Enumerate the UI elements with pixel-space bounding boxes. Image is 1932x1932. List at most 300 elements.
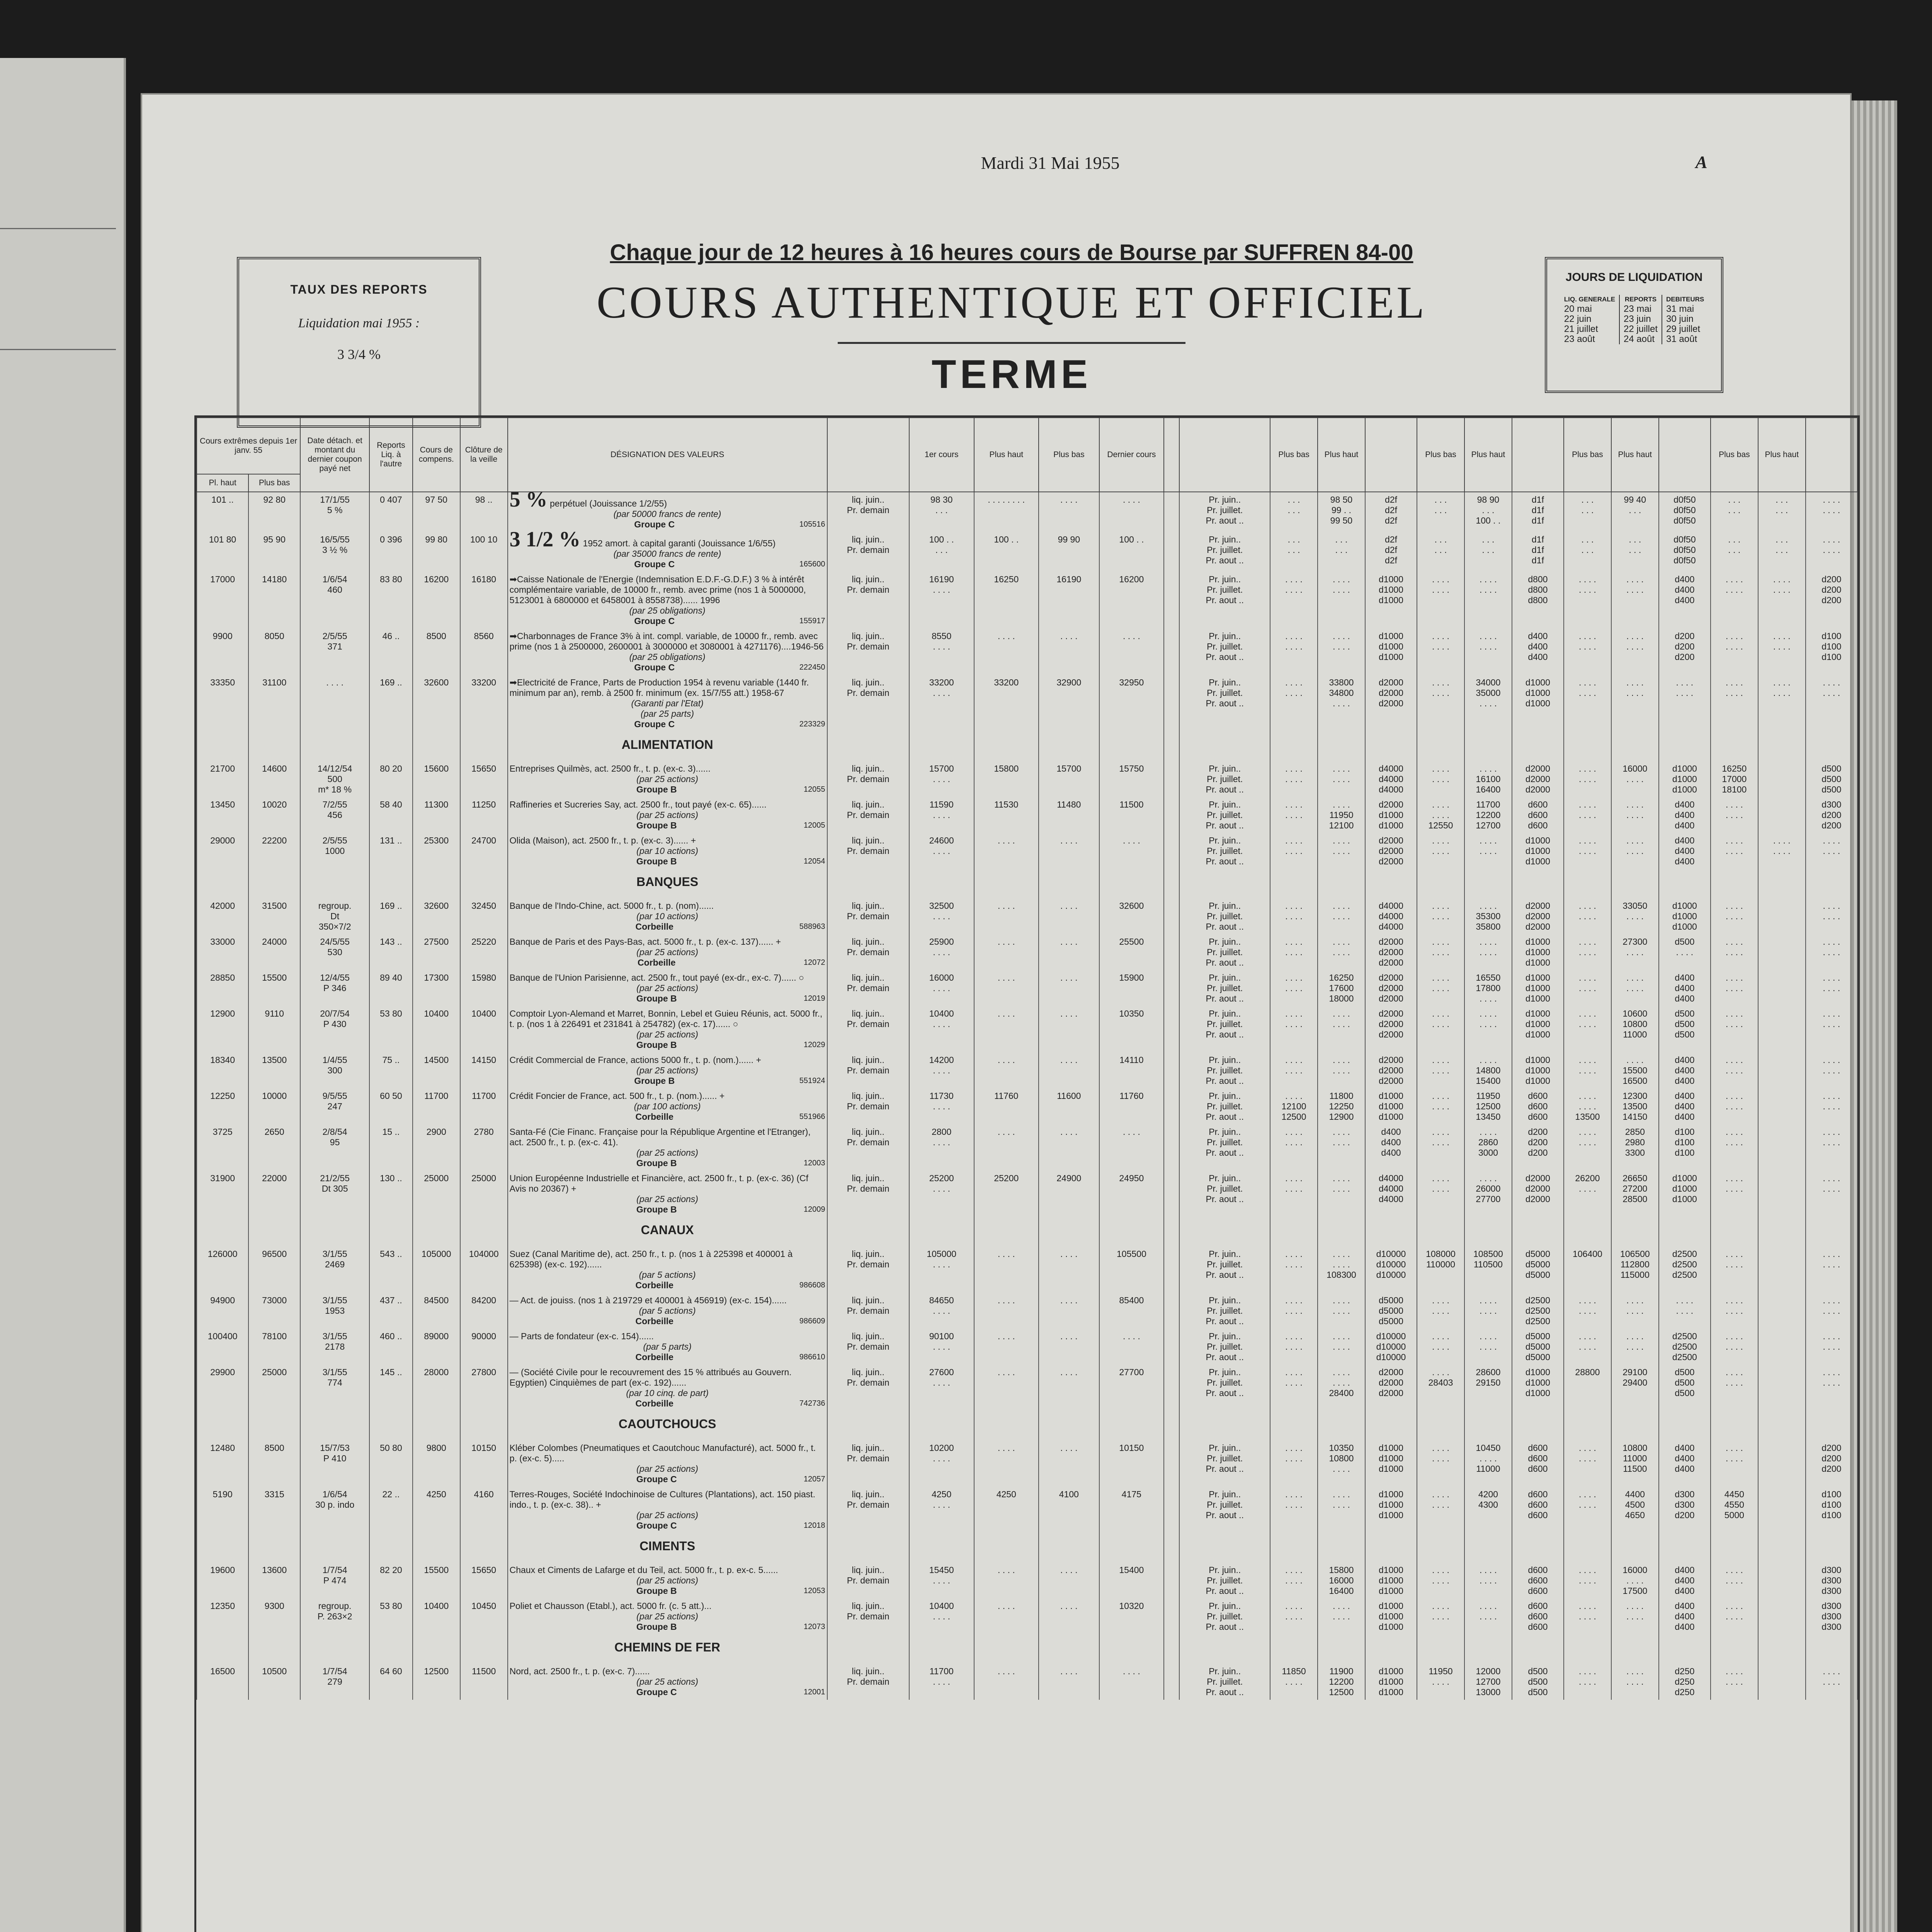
- value-cell-liq: liq. juin.. Pr. demain: [827, 1329, 909, 1365]
- section-title-terme: TERME: [932, 352, 1092, 397]
- value-cell-comp: 99 80: [413, 532, 460, 572]
- value-cell-a2: 10350 10800 . . . .: [1318, 1440, 1365, 1487]
- section-heading: CAOUTCHOUCS: [618, 1417, 716, 1431]
- value-cell-a1: . . . . . . . .: [1270, 1006, 1318, 1053]
- col-s4-plus-bas: Plus bas: [1711, 418, 1758, 492]
- value-cell-d1: . . . . . . . .: [1711, 1088, 1758, 1124]
- value-cell-pb: 8050: [248, 629, 300, 675]
- security-name: perpétuel (Jouissance 1/2/55): [549, 498, 667, 509]
- value-cell-b1: 108000 110000: [1417, 1247, 1464, 1293]
- col-s1-rep: [1365, 418, 1417, 492]
- table-cell: [1512, 1411, 1564, 1440]
- security-code: 12073: [803, 1622, 825, 1631]
- security-name: — Parts de fondateur (ex-c. 154)......: [509, 1331, 654, 1341]
- value-cell-liq: liq. juin.. Pr. demain: [827, 1247, 909, 1293]
- security-group: Corbeille: [635, 1316, 673, 1326]
- table-cell: [197, 1634, 248, 1664]
- value-cell-pb2: . . . .: [1039, 898, 1099, 934]
- value-cell-pb: 2650: [248, 1124, 300, 1171]
- value-cell-clot: 4160: [460, 1487, 508, 1533]
- value-cell-comp: 84500: [413, 1293, 460, 1329]
- value-cell-a1: . . . . . . . .: [1270, 1247, 1318, 1293]
- value-cell-rep: 143 ..: [369, 934, 413, 970]
- value-cell-b2: . . . . . . . .: [1464, 572, 1512, 629]
- security-group: Corbeille: [635, 1280, 673, 1290]
- security-lot: (par 35000 francs de rente): [613, 549, 721, 559]
- value-cell-clot: 11700: [460, 1088, 508, 1124]
- value-cell-rep: 22 ..: [369, 1487, 413, 1533]
- value-cell-coupon: 1/7/54 279: [300, 1664, 369, 1700]
- value-cell-b3: d500 d500 d500: [1512, 1664, 1564, 1700]
- value-cell-ph2: . . . .: [974, 1599, 1039, 1634]
- table-cell: [1179, 1217, 1270, 1247]
- table-cell: [827, 1634, 909, 1664]
- table-row: [197, 1563, 1857, 1599]
- value-cell-clot: 11500: [460, 1664, 508, 1700]
- value-cell-b2: 98 90 . . . 100 . .: [1464, 492, 1512, 532]
- table-cell: [1039, 732, 1099, 761]
- value-cell-d1: . . . . . . . .: [1711, 1563, 1758, 1599]
- security-lot: (par 25 actions): [636, 1677, 698, 1687]
- value-cell-b3: d1000 d1000 d1000: [1512, 970, 1564, 1006]
- liquidation-box-title: JOURS DE LIQUIDATION: [1565, 271, 1703, 284]
- value-cell-a2: . . . . . . . .: [1318, 629, 1365, 675]
- section-heading: CIMENTS: [639, 1539, 696, 1553]
- security-code: 105516: [799, 520, 825, 529]
- security-code: 12003: [803, 1159, 825, 1167]
- value-cell-b3: d1000 d1000 d1000: [1512, 1365, 1564, 1411]
- table-cell: [1758, 1217, 1806, 1247]
- value-cell-liq: liq. juin.. Pr. demain: [827, 532, 909, 572]
- security-name: Nord, act. 2500 fr., t. p. (ex-c. 7)......: [509, 1666, 650, 1676]
- document-page: [142, 95, 1850, 1932]
- value-cell-ph2: . . . .: [974, 1006, 1039, 1053]
- value-cell-d2: [1758, 1006, 1806, 1053]
- table-cell: [827, 732, 909, 761]
- value-cell-c1b: . . . . . . . . 13500: [1564, 1088, 1611, 1124]
- value-cell-c1: 10200 . . . .: [909, 1440, 974, 1487]
- value-cell-b1: . . . . . . . .: [1417, 1006, 1464, 1053]
- value-cell-pb2: . . . .: [1039, 1664, 1099, 1700]
- value-cell-clot: 32450: [460, 898, 508, 934]
- value-cell-d2: [1758, 1563, 1806, 1599]
- security-code: 223329: [799, 720, 825, 728]
- table-row: [197, 1053, 1857, 1088]
- value-cell-b3: d2500 d2500 d2500: [1512, 1293, 1564, 1329]
- value-cell-d3: . . . . . . . .: [1806, 970, 1857, 1006]
- table-cell: [248, 732, 300, 761]
- value-cell-c1b: . . . . . . . .: [1564, 1124, 1611, 1171]
- security-group: Groupe C: [634, 662, 675, 672]
- liquidation-cell: 21 juillet: [1560, 324, 1619, 334]
- value-cell-c3b: d500 d500 d500: [1659, 1365, 1711, 1411]
- table-cell: [1611, 869, 1659, 898]
- security-code: 165600: [799, 560, 825, 568]
- table-cell: [508, 1217, 827, 1247]
- value-cell-dern: 14110: [1099, 1053, 1164, 1088]
- value-cell-clot: 33200: [460, 675, 508, 732]
- designation-cell: [508, 488, 827, 532]
- value-cell-a2: . . . . . .: [1318, 532, 1365, 572]
- value-cell-liq: liq. juin.. Pr. demain: [827, 1365, 909, 1411]
- value-cell-pb: 22000: [248, 1171, 300, 1217]
- value-cell-b2: 11950 12500 13450: [1464, 1088, 1512, 1124]
- value-cell-d2: [1758, 797, 1806, 833]
- value-cell-d1: 16250 17000 18100: [1711, 761, 1758, 797]
- value-cell-d3: . . . . . . . .: [1806, 1293, 1857, 1329]
- value-cell-clot: 10400: [460, 1006, 508, 1053]
- value-cell-rep: 145 ..: [369, 1365, 413, 1411]
- value-cell-c1b: . . . . . . . .: [1564, 833, 1611, 869]
- security-group: Groupe B: [636, 1204, 677, 1214]
- security-name: — Act. de jouiss. (nos 1 à 219729 et 400001 à 456919) (ex-c. 154)......: [509, 1295, 787, 1305]
- value-cell-coupon: 1/4/55 300: [300, 1053, 369, 1088]
- value-cell-a1: . . . . . . . .: [1270, 1053, 1318, 1088]
- value-cell-a2: . . . . . . . .: [1318, 1599, 1365, 1634]
- value-cell-a1: . . . . . . . .: [1270, 1599, 1318, 1634]
- value-cell-terms: Pr. juin.. Pr. juillet. Pr. aout ..: [1179, 1088, 1270, 1124]
- value-cell-a1: . . . . . . . .: [1270, 934, 1318, 970]
- value-cell-c2b: 99 40 . . .: [1611, 492, 1659, 532]
- table-cell: [1365, 1217, 1417, 1247]
- value-cell-dern: 32950: [1099, 675, 1164, 732]
- col-s2-plus-bas: Plus bas: [1417, 418, 1464, 492]
- quotations-table: [196, 417, 1858, 1700]
- value-cell-ph: 16500: [197, 1664, 248, 1700]
- col-plus-haut: Plus haut: [974, 418, 1039, 492]
- security-lot: (Garanti par l'Etat) (par 25 parts): [631, 698, 704, 719]
- value-cell-c2b: . . . . . . . .: [1611, 1599, 1659, 1634]
- table-cell: [1365, 732, 1417, 761]
- liquidation-col-header: REPORTS: [1619, 295, 1662, 304]
- value-cell-d3: d200 d200 d200: [1806, 1440, 1857, 1487]
- value-cell-b1: 11950 . . . .: [1417, 1664, 1464, 1700]
- value-cell-c1: 10400 . . . .: [909, 1006, 974, 1053]
- table-row: [197, 1487, 1857, 1533]
- value-cell-liq: liq. juin.. Pr. demain: [827, 572, 909, 629]
- value-cell-c1: 16190 . . . .: [909, 572, 974, 629]
- table-cell: [909, 1411, 974, 1440]
- value-cell-b2: . . . . 35300 35800: [1464, 898, 1512, 934]
- table-cell: [1270, 1217, 1318, 1247]
- value-cell-c3b: d400 d400 d400: [1659, 572, 1711, 629]
- value-cell-dern: . . . .: [1099, 492, 1164, 532]
- value-cell-pb: 9300: [248, 1599, 300, 1634]
- value-cell-b1: . . . . . . . .: [1417, 1293, 1464, 1329]
- designation-cell: [508, 970, 827, 1006]
- value-cell-clot: 2780: [460, 1124, 508, 1171]
- table-cell: [1164, 732, 1179, 761]
- value-cell-pb: 14180: [248, 572, 300, 629]
- value-cell-ph2: . . . .: [974, 934, 1039, 970]
- value-cell-liq: liq. juin.. Pr. demain: [827, 898, 909, 934]
- value-cell-rep: 58 40: [369, 797, 413, 833]
- liquidation-col-header: DEBITEURS: [1666, 296, 1704, 303]
- value-cell-d1: . . . . . . . .: [1711, 1247, 1758, 1293]
- value-cell-comp: 105000: [413, 1247, 460, 1293]
- value-cell-d3: . . . . . . . .: [1806, 1365, 1857, 1411]
- table-row: [197, 934, 1857, 970]
- value-cell-rep: 169 ..: [369, 898, 413, 934]
- table-cell: [1164, 1217, 1179, 1247]
- value-cell-c1b: . . . . . . . .: [1564, 1293, 1611, 1329]
- value-cell-clot: 104000: [460, 1247, 508, 1293]
- value-cell-rep: 131 ..: [369, 833, 413, 869]
- gap-cell: [1164, 1563, 1179, 1599]
- value-cell-ph2: 15800: [974, 761, 1039, 797]
- security-rate: 3 1/2 %: [509, 527, 581, 551]
- value-cell-clot: 10450: [460, 1599, 508, 1634]
- value-cell-b1: . . . . . .: [1417, 532, 1464, 572]
- table-row: [197, 675, 1857, 732]
- value-cell-ph2: 16250: [974, 572, 1039, 629]
- value-cell-b2: 10450 . . . . 11000: [1464, 1440, 1512, 1487]
- value-cell-terms: Pr. juin.. Pr. juillet. Pr. aout ..: [1179, 629, 1270, 675]
- value-cell-coupon: . . . .: [300, 675, 369, 732]
- value-cell-b1: . . . . . . . .: [1417, 675, 1464, 732]
- value-cell-a3: d2f d2f d2f: [1365, 492, 1417, 532]
- value-cell-ph2: . . . .: [974, 1664, 1039, 1700]
- value-cell-rep: 130 ..: [369, 1171, 413, 1217]
- value-cell-clot: 14150: [460, 1053, 508, 1088]
- section-row: [197, 732, 1857, 761]
- table-cell: [1512, 1533, 1564, 1563]
- value-cell-c1b: . . . . . . . .: [1564, 1487, 1611, 1533]
- value-cell-ph: 42000: [197, 898, 248, 934]
- value-cell-dern: 25500: [1099, 934, 1164, 970]
- value-cell-comp: 11700: [413, 1088, 460, 1124]
- value-cell-b3: d2000 d2000 d2000: [1512, 898, 1564, 934]
- value-cell-b1: . . . . . . . .: [1417, 1329, 1464, 1365]
- value-cell-terms: Pr. juin.. Pr. juillet. Pr. aout ..: [1179, 1124, 1270, 1171]
- value-cell-ph2: . . . .: [974, 898, 1039, 934]
- value-cell-liq: liq. juin.. Pr. demain: [827, 1664, 909, 1700]
- col-designation: DÉSIGNATION DES VALEURS: [508, 418, 827, 492]
- table-cell: [909, 732, 974, 761]
- security-code: 986610: [799, 1353, 825, 1361]
- table-cell: [1758, 1634, 1806, 1664]
- value-cell-c1: 84650 . . . .: [909, 1293, 974, 1329]
- value-cell-pb: 9110: [248, 1006, 300, 1053]
- value-cell-c2b: . . . . . . . .: [1611, 970, 1659, 1006]
- security-name: Crédit Foncier de France, act. 500 fr., t. p. (nom.)...... +: [509, 1091, 725, 1101]
- table-cell: [1711, 1533, 1758, 1563]
- value-cell-a2: . . . . . . . .: [1318, 1171, 1365, 1217]
- value-cell-pb2: . . . .: [1039, 1440, 1099, 1487]
- table-cell: [1806, 869, 1857, 898]
- value-cell-rep: 53 80: [369, 1599, 413, 1634]
- value-cell-d3: . . . . . . . .: [1806, 532, 1857, 572]
- value-cell-c1: 10400 . . . .: [909, 1599, 974, 1634]
- value-cell-liq: liq. juin.. Pr. demain: [827, 629, 909, 675]
- table-cell: [197, 1533, 248, 1563]
- value-cell-c3b: d400 d400 d400: [1659, 1088, 1711, 1124]
- table-cell: [1099, 732, 1164, 761]
- value-cell-pb: 78100: [248, 1329, 300, 1365]
- table-cell: [1365, 1533, 1417, 1563]
- security-code: 12072: [803, 958, 825, 967]
- value-cell-ph2: . . . .: [974, 1440, 1039, 1487]
- value-cell-c1: 15450 . . . .: [909, 1563, 974, 1599]
- value-cell-b3: d200 d200 d200: [1512, 1124, 1564, 1171]
- value-cell-pb: 10500: [248, 1664, 300, 1700]
- table-cell: [197, 732, 248, 761]
- value-cell-comp: 28000: [413, 1365, 460, 1411]
- col-extremes: [197, 418, 300, 474]
- value-cell-b2: . . . . . . . .: [1464, 934, 1512, 970]
- table-cell: [248, 1217, 300, 1247]
- section-row: [197, 1533, 1857, 1563]
- value-cell-liq: liq. juin.. Pr. demain: [827, 1487, 909, 1533]
- value-cell-pb2: . . . .: [1039, 1124, 1099, 1171]
- value-cell-a2: . . . . . . . .: [1318, 833, 1365, 869]
- value-cell-a1: . . . . 12100 12500: [1270, 1088, 1318, 1124]
- table-cell: [369, 1634, 413, 1664]
- value-cell-dern: 16200: [1099, 572, 1164, 629]
- value-cell-c1b: 106400: [1564, 1247, 1611, 1293]
- col-s4-plus-haut: Plus haut: [1758, 418, 1806, 492]
- table-cell: [1099, 869, 1164, 898]
- reports-box-title: TAUX DES REPORTS: [290, 282, 428, 296]
- security-name: Union Européenne Industrielle et Financière, act. 2500 fr., t. p. (ex-c. 36) (Cf Avis no 20367) +: [509, 1173, 809, 1194]
- designation-cell: [508, 898, 827, 934]
- table-cell: [1179, 1411, 1270, 1440]
- security-group: Corbeille: [635, 1352, 673, 1362]
- value-cell-b2: . . . . 26000 27700: [1464, 1171, 1512, 1217]
- value-cell-a1: . . . . . . . .: [1270, 1365, 1318, 1411]
- table-cell: [1270, 869, 1318, 898]
- table-cell: [197, 869, 248, 898]
- value-cell-coupon: 16/5/55 3 ½ %: [300, 532, 369, 572]
- value-cell-ph: 33000: [197, 934, 248, 970]
- value-cell-a3: d2000 d2000 d2000: [1365, 1053, 1417, 1088]
- table-cell: [1564, 869, 1611, 898]
- value-cell-coupon: 1/7/54 P 474: [300, 1563, 369, 1599]
- table-row: [197, 1440, 1857, 1487]
- value-cell-c2b: 106500 112800 115000: [1611, 1247, 1659, 1293]
- value-cell-d3: d100 d100 d100: [1806, 1487, 1857, 1533]
- security-lot: (par 25 obligations): [629, 605, 706, 616]
- value-cell-liq: liq. juin.. Pr. demain: [827, 492, 909, 532]
- table-cell: [974, 869, 1039, 898]
- table-cell: [1611, 732, 1659, 761]
- table-cell: [369, 1533, 413, 1563]
- value-cell-c1b: . . . . . . . .: [1564, 1563, 1611, 1599]
- value-cell-c2b: 10800 11000 11500: [1611, 1440, 1659, 1487]
- value-cell-d2: [1758, 1487, 1806, 1533]
- security-code: 986608: [799, 1281, 825, 1289]
- value-cell-d1: . . . . . . . .: [1711, 1329, 1758, 1365]
- security-name: Banque de l'Indo-Chine, act. 5000 fr., t. p. (nom)......: [509, 901, 714, 911]
- table-cell: [1512, 732, 1564, 761]
- value-cell-a2: 11800 12250 12900: [1318, 1088, 1365, 1124]
- table-row: [197, 1365, 1857, 1411]
- value-cell-terms: Pr. juin.. Pr. juillet. Pr. aout ..: [1179, 797, 1270, 833]
- value-cell-c1b: . . . . . .: [1564, 532, 1611, 572]
- gap-cell: [1164, 934, 1179, 970]
- security-group: Groupe B: [636, 856, 677, 866]
- security-group: Groupe B: [636, 1158, 677, 1168]
- value-cell-b3: d600 d600 d600: [1512, 1599, 1564, 1634]
- value-cell-comp: 10400: [413, 1599, 460, 1634]
- table-cell: [1164, 869, 1179, 898]
- table-cell: [1318, 869, 1365, 898]
- liquidation-row: [1560, 314, 1708, 324]
- value-cell-clot: 25220: [460, 934, 508, 970]
- value-cell-pb: 14600: [248, 761, 300, 797]
- value-cell-pb2: 16190: [1039, 572, 1099, 629]
- table-cell: [974, 1634, 1039, 1664]
- value-cell-a1: . . . . . . . .: [1270, 572, 1318, 629]
- value-cell-c1: 11590 . . . .: [909, 797, 974, 833]
- table-cell: [1365, 869, 1417, 898]
- value-cell-pb: 96500: [248, 1247, 300, 1293]
- value-cell-clot: 8560: [460, 629, 508, 675]
- value-cell-coupon: 1/6/54 460: [300, 572, 369, 629]
- value-cell-ph: 31900: [197, 1171, 248, 1217]
- value-cell-liq: liq. juin.. Pr. demain: [827, 761, 909, 797]
- value-cell-a3: d1000 d1000 d1000: [1365, 1487, 1417, 1533]
- value-cell-ph: 28850: [197, 970, 248, 1006]
- value-cell-liq: liq. juin.. Pr. demain: [827, 970, 909, 1006]
- value-cell-c1: 2800 . . . .: [909, 1124, 974, 1171]
- value-cell-pb: 10020: [248, 797, 300, 833]
- gap-cell: [1164, 1171, 1179, 1217]
- value-cell-c3b: d200 d200 d200: [1659, 629, 1711, 675]
- table-cell: [413, 1217, 460, 1247]
- value-cell-b1: . . . . . . . .: [1417, 1053, 1464, 1088]
- value-cell-c1: 11730 . . . .: [909, 1088, 974, 1124]
- value-cell-dern: 15750: [1099, 761, 1164, 797]
- designation-cell: [508, 1563, 827, 1599]
- table-cell: [1758, 1533, 1806, 1563]
- gap-cell: [1164, 761, 1179, 797]
- table-cell: [1564, 1217, 1611, 1247]
- liquidation-cell: 31 août: [1666, 334, 1697, 344]
- value-cell-ph: 9900: [197, 629, 248, 675]
- value-cell-ph: 12350: [197, 1599, 248, 1634]
- designation-cell: [508, 1053, 827, 1088]
- col-s3-plus-bas: Plus bas: [1564, 418, 1611, 492]
- table-cell: [1464, 732, 1512, 761]
- value-cell-rep: 60 50: [369, 1088, 413, 1124]
- value-cell-b2: . . . . . . . .: [1464, 1293, 1512, 1329]
- gap-cell: [1164, 1247, 1179, 1293]
- value-cell-clot: 10150: [460, 1440, 508, 1487]
- table-cell: [827, 1411, 909, 1440]
- security-group: Corbeille: [635, 1112, 673, 1122]
- value-cell-b1: . . . . . . . . 12550: [1417, 797, 1464, 833]
- value-cell-b2: . . . . . . . .: [1464, 1006, 1512, 1053]
- section-row: [197, 1411, 1857, 1440]
- value-cell-b1: . . . . . . . .: [1417, 1599, 1464, 1634]
- value-cell-pb2: 11600: [1039, 1088, 1099, 1124]
- value-cell-pb: 73000: [248, 1293, 300, 1329]
- value-cell-a1: . . . . . . . .: [1270, 1563, 1318, 1599]
- value-cell-a2: 11900 12200 12500: [1318, 1664, 1365, 1700]
- col-s4-rep: [1806, 418, 1857, 492]
- value-cell-b2: 12000 12700 13000: [1464, 1664, 1512, 1700]
- security-code: 12057: [803, 1475, 825, 1483]
- value-cell-b2: . . . . . . . .: [1464, 629, 1512, 675]
- value-cell-b2: . . . . 16100 16400: [1464, 761, 1512, 797]
- value-cell-c1b: . . . . . . . .: [1564, 970, 1611, 1006]
- table-cell: [1179, 1634, 1270, 1664]
- value-cell-b1: . . . . . . . .: [1417, 761, 1464, 797]
- value-cell-d1: . . . . . . . .: [1711, 572, 1758, 629]
- security-lot: (par 25 actions): [636, 1464, 698, 1474]
- designation-cell: [508, 675, 827, 732]
